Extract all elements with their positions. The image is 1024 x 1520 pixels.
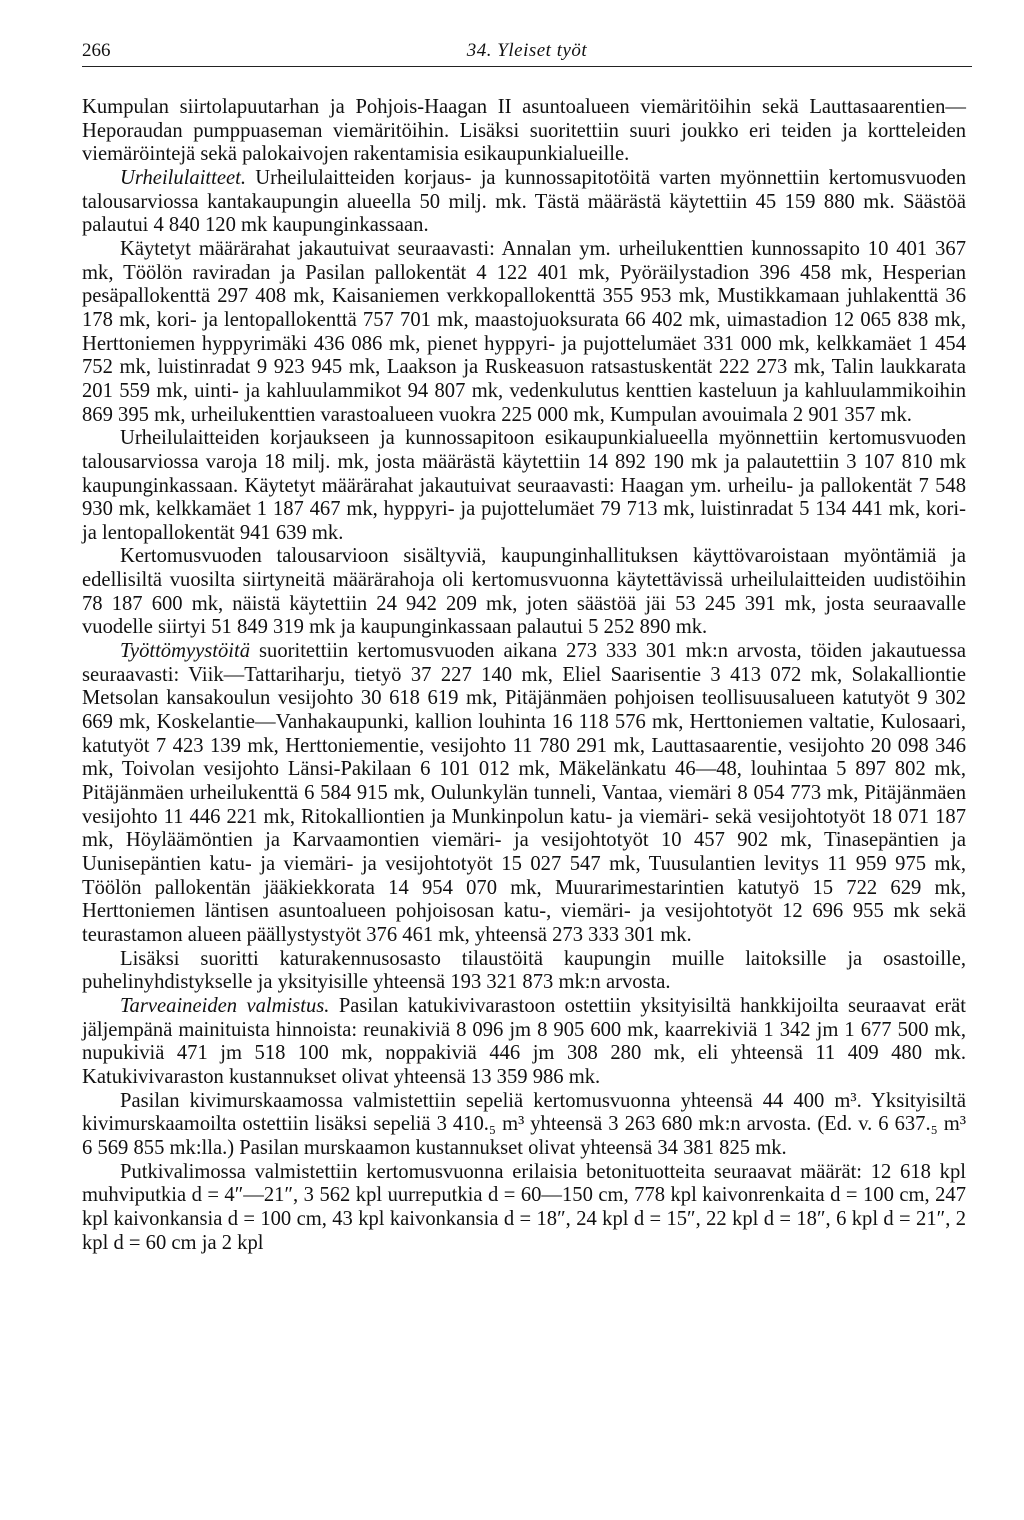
paragraph-text: Pasilan katukivivarastoon ostettiin yksityisiltä hankkijoilta seuraavat erät jäljempänä mainituista hinnoista: reunakiviä 8 096 jm 8 905 600 mk, kaarrekiviä 1 342 jm 1 677 500 mk, nupukiviä 471 jm 518 100 mk, noppakiviä 446 jm 308 280 mk, eli yhteensä 11 409 480 mk. Katukivivaraston kustannukset olivat yhteensä 13 359 986 mk. [82, 994, 966, 1088]
paragraph [82, 995, 966, 1090]
paragraph-text: Kumpulan siirtolapuutarhan ja Pohjois-Haagan II asuntoalueen viemäritöihin sekä Lauttasaarentien—Heporaudan pumppuaseman viemäritöihin. Lisäksi suoritettiin suuri joukko eri teiden ja kortteleiden viemäröintejä sekä palokaivojen rakentamisia esikaupunkialueille. [82, 96, 966, 166]
paragraph [82, 1161, 966, 1256]
paragraph [82, 167, 966, 238]
page-header [82, 36, 972, 67]
paragraph [82, 948, 966, 995]
paragraph [82, 96, 966, 167]
paragraph-lead: Tarveaineiden valmistus. [120, 994, 330, 1017]
paragraph-text: Urheilulaitteiden korjaukseen ja kunnossapitoon esikaupunkialueella myönnettiin kertomusvuoden talousarviossa varoja 18 milj. mk, josta määrästä käytettiin 14 892 190 mk ja palautettiin 3 107 810 mk kaupunginkassaan. Käytetyt määrärahat jakautuivat seuraavasti: Haagan ym. urheilu- ja pallokentät 7 548 930 mk, kelkkamäet 1 187 467 mk, hyppyri- ja pujottelumäet 79 713 mk, luistinradat 5 134 441 mk, kori- ja lentopallokentät 941 639 mk. [82, 427, 966, 544]
paragraph-text: Kertomusvuoden talousarvioon sisältyviä, kaupunginhallituksen käyttövaroistaan myöntämiä ja edellisiltä vuosilta siirtyneitä määrärahoja oli kertomusvuonna käytettävissä urheilulaitteiden uudistöihin 78 187 600 mk, näistä käytettiin 24 942 209 mk, joten säästöä jäi 53 245 391 mk, josta seuraavalle vuodelle siirtyi 51 849 319 mk ja kaupunginkassaan palautui 5 252 890 mk. [82, 545, 966, 639]
paragraph-text: suoritettiin kertomusvuoden aikana 273 333 301 mk:n arvosta, töiden jakautuessa seuraavasti: Viik—Tattariharju, tietyö 37 227 140 mk, Eliel Saarisentie 3 413 072 mk, Solakalliontie Metsolan kansakoulun vesijohto 30 618 619 mk, Pitäjänmäen pohjoisen teollisuusalueen katutyöt 9 302 669 mk, Koskelantie—Vanhakaupunki, kallion louhinta 16 118 576 mk, Herttoniemen valtatie, Kulosaari, katutyöt 7 423 139 mk, Herttoniementie, vesijohto 11 780 291 mk, Lauttasaarentie, vesijohto 20 098 346 mk, Toivolan vesijohto Länsi-Pakilaan 6 101 012 mk, Mäkelänkatu 46—48, louhintaa 5 897 802 mk, Pitäjänmäen urheilukenttä 6 584 915 mk, Oulunkylän tunneli, Vantaa, viemäri 8 054 773 mk, Pitäjänmäen vesijohto 11 446 221 mk, Ritokalliontien ja Munkinpolun katu- ja viemäri- sekä vesijohtotyöt 18 071 187 mk, Höyläämöntien ja Karvaamontien viemäri- ja vesijohtotyöt 10 457 902 mk, Tinasepäntien ja Uunisepäntien katu- ja viemäri- ja vesijohtotyöt 15 027 547 mk, Tuusulantien levitys 11 959 975 mk, Töölön pallokentän jääkiekkorata 14 954 070 mk, Muurarimestarintien katutyö 15 722 629 mk, Herttoniemen läntisen asuntoalueen pohjoisosan katu-, viemäri- ja vesijohtotyöt 12 696 955 mk sekä teurastamon alueen päällystystyöt 376 461 mk, yhteensä 273 333 301 mk. [82, 640, 966, 946]
paragraph [82, 545, 966, 640]
running-head: 34. Yleiset työt [466, 40, 588, 61]
body-text [82, 96, 966, 1255]
paragraph [82, 238, 966, 427]
paragraph-text: Pasilan kivimurskaamossa valmistettiin sepeliä kertomusvuonna yhteensä 44 400 m³. Yksityisiltä kivimurskaamoilta ostettiin lisäksi sepeliä 3 410.₅ m³ yhteensä 3 263 680 mk:n arvosta. (Ed. v. 6 637.₅ m³ 6 569 855 mk:lla.) Pasilan murskaamon kustannukset olivat yhteensä 34 381 825 mk. [82, 1089, 966, 1159]
paragraph-lead: Työttömyystöitä [120, 640, 251, 663]
paragraph-text: Urheilulaitteiden korjaus- ja kunnossapitotöitä varten myönnettiin kertomusvuoden talousarviossa kantakaupungin alueella 50 milj. mk. Tästä määrästä käytettiin 45 159 880 mk. Säästöä palautui 4 840 120 mk kaupunginkassaan. [82, 166, 966, 237]
paragraph-text: Lisäksi suoritti katurakennusosasto tilaustöitä kaupungin muille laitoksille ja osastoille, puhelinyhdistykselle ja yksityisille yhteensä 193 321 873 mk:n arvosta. [82, 947, 966, 994]
paragraph-text: Käytetyt määrärahat jakautuivat seuraavasti: Annalan ym. urheilukenttien kunnossapito 10 401 367 mk, Töölön raviradan ja Pasilan pallokentät 4 122 401 mk, Pyöräilystadion 396 458 mk, Hesperian pesäpallokenttä 297 408 mk, Kaisaniemen verkkopallokenttä 355 953 mk, Mustikkamaan juhlakenttä 36 178 mk, kori- ja lentopallokenttä 757 701 mk, maastojuoksurata 66 402 mk, uimastadion 12 065 838 mk, Herttoniemen hyppyrimäki 436 086 mk, pienet hyppyri- ja pujottelumäet 331 000 mk, kelkkamäet 1 454 752 mk, luistinradat 9 923 945 mk, Laakson ja Ruskeasuon ratsastuskentät 222 273 mk, Talin laukkarata 201 559 mk, uinti- ja kahluulammikot 94 807 mk, vedenkulutus kenttien kasteluun ja kahluulammikoihin 869 395 mk, urheilukenttien varastoalueen vuokra 225 000 mk, Kumpulan avouimala 2 901 357 mk. [82, 237, 966, 426]
paragraph-text: Putkivalimossa valmistettiin kertomusvuonna erilaisia betonituotteita seuraavat määrät: 12 618 kpl muhviputkia d = 4″—21″, 3 562 kpl uurreputkia d = 60—150 cm, 778 kpl kaivonrenkaita d = 100 cm, 247 kpl kaivonkansia d = 100 cm, 43 kpl kaivonkansia d = 18″, 24 kpl d = 15″, 22 kpl d = 18″, 6 kpl d = 21″, 2 kpl d = 60 cm ja 2 kpl [82, 1160, 966, 1254]
paragraph-lead: Urheilulaitteet. [120, 166, 247, 189]
paragraph [82, 427, 966, 545]
paragraph [82, 1090, 966, 1161]
paragraph [82, 640, 966, 948]
page-number: 266 [82, 40, 111, 61]
